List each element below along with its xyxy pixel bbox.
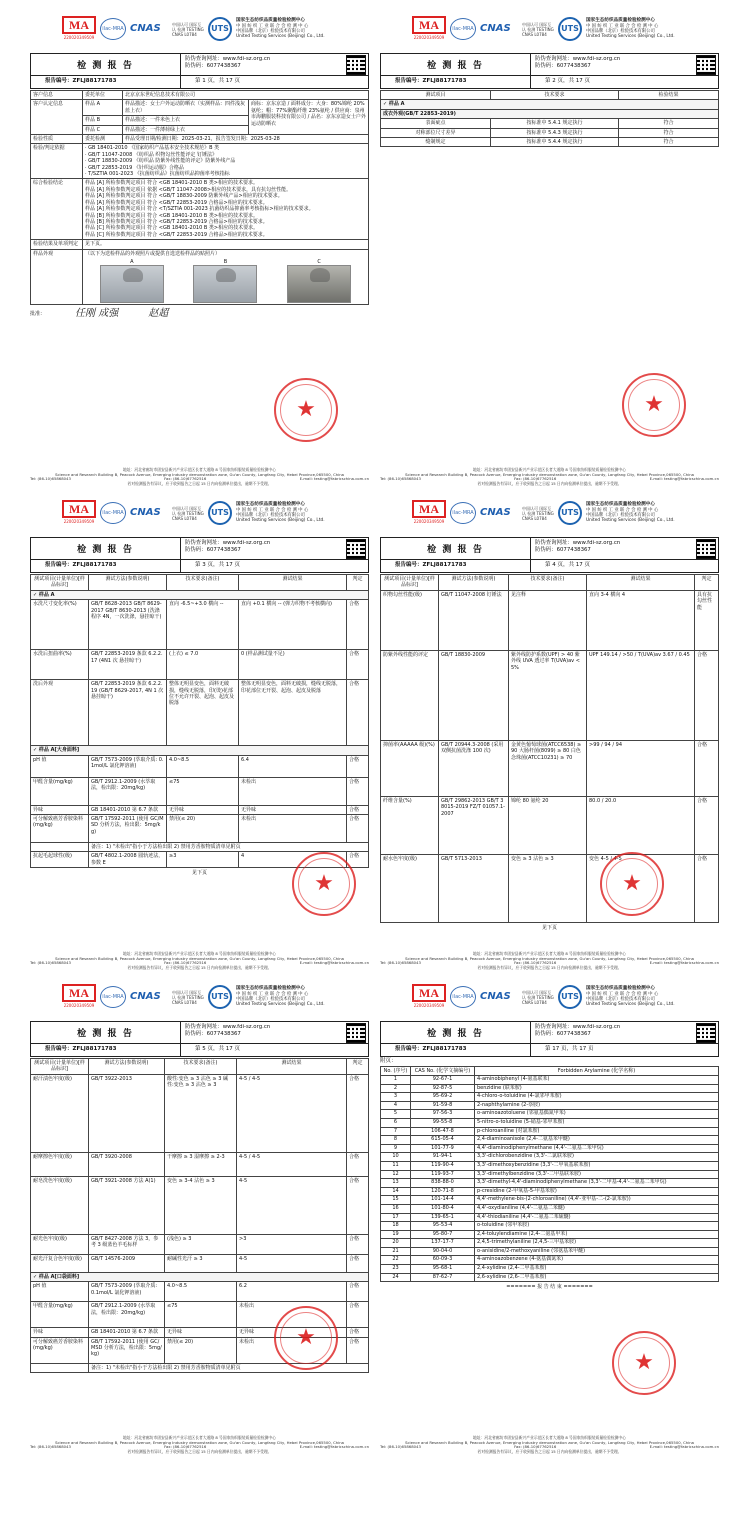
table-row: 22 60-09-3 4-aminoazobenzene (4-氨基偶氮苯) bbox=[381, 1256, 719, 1265]
table-row: 6 99-55-8 5-nitro-o-toluidine (5-硝基-邻甲苯胺) bbox=[381, 1118, 719, 1127]
cnas-logo: CNAS bbox=[130, 507, 161, 518]
table-row: 14 120-71-8 p-cresidine (2-甲氧基-5-甲基苯胺) bbox=[381, 1187, 719, 1196]
report-number: 报告编号：ZFLJ88171783 bbox=[31, 76, 181, 88]
signature-2: 赵超 bbox=[148, 308, 169, 320]
table-row: pH 值 GB/T 7573-2009 (萃取介质: 0.1mol/L 氯化钾溶液) 4.0~8.5 6.4 合格 bbox=[31, 755, 369, 777]
page-footer: 地址：河北省廊坊市固安县新兴产业示范区长者大道路 8 号国家纺织服装质量检验检测中心 Science and Research Building B, Peacock Avenue, Emerging Industry demonstration zone, Gu'an County, Langfang City, Hebei Province,065500, China Tel: (86-10)65868043 Fax: (86-10)67762516 E-mail: testing@fabricschina.com.cn 若对检测报告有异议，应于收到报告之日起 15 日内向检测单位提出，逾期不予受理。 bbox=[380, 466, 719, 487]
header-logos bbox=[412, 496, 712, 530]
test-results-table: 测试项目(计量单位)[样品标识] 测试方法(参数说明) 技术要求(备注) 测试结果 判定 ✓ 样品 A 水洗尺寸变化率(%) GB/T 8628-2013 GB/T 8629-2017 GB/T 8630-2013 (洗涤程序 4N，一次洗涤，悬挂晾干) 直向 -6.5~+3.0 横向 -- 直向 +0.1 横向 -- (弹力织物不考核横向) 合格 水洗后扭曲率(%) GB/T 22853-2019 条款 6.2.2.17 (4N1 次 悬挂晾干) (上衣) ≤ 7.0 0 (样品测试量不足) 合格 洗后外观 GB/T 22853-2019 条款 6.2.2.19 (GB/T 8629-2017, 4N 1 次 悬挂晾干) 整体无明显变色，面料无破损，缝线无脱落，印(烫)花部位不允许开裂、起泡、起皮及脱落 整体无明显变色，面料无破损，缝线无脱落，印花部位无开裂、起泡、起皮及脱落 合格 ✓ 样品 A[大身面料] pH 值 GB/T 7573-2009 (萃取介质: 0.1mol/L 氯化钾溶液) 4.0~8.5 6.4 合格 甲醛含量(mg/kg) GB/T 2912.1-2009 (水萃取法，检出限：20mg/kg) ≤75 未检出 合格 异味 GB 18401-2010 第 6.7 条款 无异味 无异味 合格 可分解致癌芳香胺染料(mg/kg) GB/T 17592-2011 (使用 GC/MSD 分析方法，检出限：5mg/kg) 禁用(≤ 20) 未检出 合格 备注：1) "未检出"指小于方法检出限 2) 禁用芳香胺物质清单见附页 抗起毛起球性(级) GB/T 4802.1-2008 圆轨迹法，参数 E ≥3 4 合格 bbox=[30, 574, 369, 868]
company-seal: ★ bbox=[274, 1306, 338, 1370]
cnas-subtitle: 中国认可 国际互认 检测 TESTING CNAS L0784 bbox=[172, 505, 204, 521]
table-row: 可分解致癌芳香胺染料(mg/kg) GB/T 17592-2011 (使用 GC/MSD 分析方法，检出限：5mg/kg) 禁用(≤ 20) 未检出 合格 bbox=[31, 1337, 369, 1363]
page4-body: 测试项目(计量单位)[样品标识] 测试方法(参数说明) 技术要求(备注) 测试结果 判定 织物勾丝性能(级) GB/T 11047-2008 钉锤法 见注释 直向 3-4 横向 4 具有抗勾丝性能 防紫外线性能的评定 GB/T 18830-2009 紫外线防护系数(UPF) > 40 紫外线 UVA 透过率 T(UVA)av < 5% UPF 149.14 / >50 / T(UVA)av 3.67 / 0.45 合格 抑菌率(AAAAA 级)(%) GB/T 20944.3-2008 (采用双侧抗菌洗涤 100 次) 金黄色葡萄球菌(ATCC6538) ≥ 90 大肠杆菌(8099) ≥ 80 白色念珠菌(ATCC10231) ≥ 70 >99 / 94 / 94 合格 纤维含量(%) GB/T 29862-2013 GB/T 38015-2019 FZ/T 01057.1-2007 锦纶 80 氨纶 20 80.0 / 20.0 合格 耐水色牢度(级) GB/T 5713-2013 变色 ≥ 3 沾色 ≥ 3 变色 4-5 / 4-5 合格 见下页 bbox=[380, 574, 719, 931]
report-number: 报告编号：ZFLJ88171783 bbox=[381, 560, 531, 572]
table-row: 抑菌率(AAAAA 级)(%) GB/T 20944.3-2008 (采用双侧抗菌洗涤 100 次) 金黄色葡萄球菌(ATCC6538) ≥ 90 大肠杆菌(8099) ≥ 80 白色念珠菌(ATCC10231) ≥ 70 >99 / 94 / 94 合格 bbox=[381, 740, 719, 796]
cnas-subtitle: 中国认可 国际互认 检测 TESTING CNAS L0784 bbox=[172, 989, 204, 1005]
qr-code-icon bbox=[346, 1023, 366, 1043]
table-row: 18 95-53-4 o-toluidine (邻甲苯胺) bbox=[381, 1222, 719, 1231]
report-page-1 bbox=[22, 8, 377, 493]
page-footer: 地址：河北省廊坊市固安县新兴产业示范区长者大道路 8 号国家纺织服装质量检验检测中心 Science and Research Building B, Peacock Avenue, Emerging Industry demonstration zone, Gu'an County, Langfang City, Hebei Province,065500, China Tel: (86-10)65868043 Fax: (86-10)67762516 E-mail: testing@fabricschina.com.cn 若对检测报告有异议，应于收到报告之日起 15 日内向检测单位提出，逾期不予受理。 bbox=[380, 1434, 719, 1455]
cnas-logo: CNAS bbox=[480, 23, 511, 34]
table-row: 1 92-67-1 4-aminobiphenyl (4-氨基联苯) bbox=[381, 1076, 719, 1085]
cnas-subtitle: 中国认可 国际互认 检测 TESTING CNAS L0784 bbox=[522, 989, 554, 1005]
verify-url: 防伪查询网址：www.fdi-sz.org.cn bbox=[185, 56, 271, 62]
page2-body bbox=[380, 90, 719, 147]
sample-photo-a bbox=[100, 265, 164, 303]
sample-photos: A B C bbox=[85, 259, 366, 303]
ma-logo: MA 220020349509 bbox=[413, 18, 445, 40]
table-row: 甲醛含量(mg/kg) GB/T 2912.1-2009 (水萃取法，检出限：20mg/kg) ≤75 未检出 合格 bbox=[31, 1302, 369, 1328]
table-row: 织物勾丝性能(级) GB/T 11047-2008 钉锤法 见注释 直向 3-4 横向 4 具有抗勾丝性能 bbox=[381, 590, 719, 650]
ma-logo: MA 220020349509 bbox=[413, 986, 445, 1008]
ma-logo: MA 220020349509 bbox=[63, 18, 95, 40]
uts-logo: UTS bbox=[208, 501, 232, 525]
report-header: 检 测 报 告 防伪查询网址：www.fdi-sz.org.cn 防伪码：6077438367 报告编号：ZFLJ88171783 第 3 页，共 17 页 bbox=[30, 537, 369, 573]
report-page-17 bbox=[372, 976, 727, 1461]
report-number: 报告编号：ZFLJ88171783 bbox=[381, 1044, 531, 1056]
table-row: 抗起毛起球性(级) GB/T 4802.1-2008 圆轨迹法，参数 E ≥3 4 合格 bbox=[31, 852, 369, 868]
report-page-3 bbox=[22, 492, 377, 977]
table-row: 洗后外观 GB/T 22853-2019 条款 6.2.2.19 (GB/T 8629-2017, 4N 1 次 悬挂晾干) 整体无明显变色，面料无破损，缝线无脱落，印(烫)花部位不允许开裂、起泡、起皮及脱落 整体无明显变色，面料无破损，缝线无脱落，印花部位无开裂、起泡、起皮及脱落 合格 bbox=[31, 680, 369, 746]
client-info-table: 客户信息 委托单位 北京京东世纪信息技术有限公司 客户认定信息 样品 A 样品描述：女士户外运动防晒衣（实测样品：四件浅灰蓝上衣） 商标：京东京造 / 面料成分：大身：80%锦纶 20%氨纶；帽：77%聚酯纤维 23%氨纶 / 供应商：泉州市海鹏服装科技有限公司 / 品名：京东京造女士户外运动防晒衣 样品 B 样品描述：一件米色上衣 样品 C 样品描述：一件薄荷绿上衣 检验性质 委托检测 样品受理日期/检测日期：2025-03-21，报告签发日期：2025-03-28 检验/判定依据 · GB 18401-2010 《国家纺织产品基本安全技术规范》B 类 · GB/T 11047-2008 《纺织品 织物勾丝性能评定 钉锤法》 · GB/T 18830-2009 《纺织品 防紫外线性能的评定》防紫外线产品 · GB/T 22853-2019 《针织运动服》合格品 · T/SZTIA 001-2023 《抗菌纺织品》抗菌纺织品抑菌率考核指标 综合检验结论 样品 [A] 所检参数判定项目 符合 <GB 18401-2010 B 类>相应的技术要求。 样品 [A] 所检参数判定项目 依据 <GB/T 11047-2008>相应的技术要求，具有抗勾丝性能。 样品 [A] 所检参数判定项目 符合 <GB/T 18830-2009 防紫外线产品>相应的技术要求。 样品 [A] 所检参数判定项目 符合 <GB/T 22853-2019 合格品>相应的技术要求。 样品 [A] 所检参数判定项目 符合 <T/SZTIA 001-2023 抗菌纺织品抑菌率考核指标>相应的技术要求。 样品 [B] 所检参数判定项目 符合 <GB 18401-2010 B 类>相应的技术要求。 样品 [B] 所检参数判定项目 符合 <GB/T 22853-2019 合格品>相应的技术要求。 样品 [C] 所检参数判定项目 符合 <GB 18401-2010 B 类>相应的技术要求。 样品 [C] 所检参数判定项目 符合 <GB/T 22853-2019 合格品>相应的技术要求。 检验结果及单项判定 见下页。 样品外观 （以下为送检样品的外观照片或提供自选送检样品的贴照片） A B C bbox=[30, 90, 369, 305]
header-logos bbox=[62, 496, 362, 530]
ma-logo: MA 220020349509 bbox=[63, 502, 95, 524]
appendix-title: 附页： bbox=[380, 1058, 397, 1064]
table-row: 3 95-69-2 4-chloro-o-toluidine (4-氯邻甲苯胺) bbox=[381, 1093, 719, 1102]
page3-body: 测试项目(计量单位)[样品标识] 测试方法(参数说明) 技术要求(备注) 测试结果 判定 ✓ 样品 A 水洗尺寸变化率(%) GB/T 8628-2013 GB/T 8629-2017 GB/T 8630-2013 (洗涤程序 4N，一次洗涤，悬挂晾干) 直向 -6.5~+3.0 横向 -- 直向 +0.1 横向 -- (弹力织物不考核横向) 合格 水洗后扭曲率(%) GB/T 22853-2019 条款 6.2.2.17 (4N1 次 悬挂晾干) (上衣) ≤ 7.0 0 (样品测试量不足) 合格 洗后外观 GB/T 22853-2019 条款 6.2.2.19 (GB/T 8629-2017, 4N 1 次 悬挂晾干) 整体无明显变色，面料无破损，缝线无脱落，印(烫)花部位不允许开裂、起泡、起皮及脱落 整体无明显变色，面料无破损，缝线无脱落，印花部位无开裂、起泡、起皮及脱落 合格 ✓ 样品 A[大身面料] pH 值 GB/T 7573-2009 (萃取介质: 0.1mol/L 氯化钾溶液) 4.0~8.5 6.4 合格 甲醛含量(mg/kg) GB/T 2912.1-2009 (水萃取法，检出限：20mg/kg) ≤75 未检出 合格 异味 GB 18401-2010 第 6.7 条款 无异味 无异味 合格 可分解致癌芳香胺染料(mg/kg) GB/T 17592-2011 (使用 GC/MSD 分析方法，检出限：5mg/kg) 禁用(≤ 20) 未检出 合格 备注：1) "未检出"指小于方法检出限 2) 禁用芳香胺物质清单见附页 抗起毛起球性(级) GB/T 4802.1-2008 圆轨迹法，参数 E ≥3 4 合格 见下页 bbox=[30, 574, 369, 877]
header-logos bbox=[62, 12, 362, 46]
org-name: 国家生态纺织品质量检验检测中心 中 国 纺 织 工 业 联 合 会 检 测 中 心 中国品牌（北京）检验技术有限公司 United Testing Services (Beijing) Co., Ltd. bbox=[586, 502, 675, 524]
cnas-subtitle: 中国认可 国际互认 检测 TESTING CNAS L0784 bbox=[172, 21, 204, 37]
cnas-logo: CNAS bbox=[480, 991, 511, 1002]
company-seal: ★ bbox=[612, 1331, 676, 1395]
test-results-table: 测试项目(计量单位)[样品标识] 测试方法(参数说明) 技术要求(备注) 测试结果 判定 耐汗渍色牢度(级) GB/T 3922-2013 酸性:变色 ≥ 3 沾色 ≥ 3 碱性:变色 ≥ 3 沾色 ≥ 3 4-5 / 4-5 合格 耐摩擦色牢度(级) GB/T 3920-2008 干摩擦 ≥ 3 湿摩擦 ≥ 2-3 4-5 / 4-5 合格 耐皂洗色牢度(级) GB/T 3921-2008 方法 A(1) 变色 ≥ 3-4 沾色 ≥ 3 4-5 合格 耐光色牢度(级) GB/T 8427-2008 方法 3，参考 3 级蓝色羊毛标样 (浅色) ≥ 3 >3 合格 耐光汗复合色牢度(级) GB/T 14576-2009 耐碱性光汗 ≥ 3 4-5 合格 ✓ 样品 A[口袋面料] pH 值 GB/T 7573-2009 (萃取介质: 0.1mol/L 氯化钾溶液) 4.0~8.5 6.2 合格 甲醛含量(mg/kg) GB/T 2912.1-2009 (水萃取法，检出限：20mg/kg) ≤75 未检出 合格 异味 GB 18401-2010 第 6.7 条款 无异味 无异味 合格 可分解致癌芳香胺染料(mg/kg) GB/T 17592-2011 (使用 GC/MSD 分析方法，检出限：5mg/kg) 禁用(≤ 20) 未检出 合格 备注：1) "未检出"指小于方法检出限 2) 禁用芳香胺物质清单见附页 bbox=[30, 1058, 369, 1373]
table-row: 表面疵点 按标准中 5.4.1 规定执行 符合 bbox=[381, 119, 719, 128]
table-row: 15 101-14-4 4,4'-methylene-bis-(2-chloroaniline) (4,4'-亚甲基-二-(2-氯苯胺)) bbox=[381, 1196, 719, 1205]
ilac-logo: ilac-MRA bbox=[450, 986, 476, 1008]
table-row: 24 87-62-7 2,6-xylidine (2,6-二甲基苯胺) bbox=[381, 1273, 719, 1282]
qr-code-icon bbox=[346, 55, 366, 75]
sample-photo-b bbox=[193, 265, 257, 303]
sample-side-info: 商标：京东京造 / 面料成分：大身：80%锦纶 20%氨纶；帽：77%聚酯纤维 23%氨纶 / 供应商：泉州市海鹏服装科技有限公司 / 品名：京东京造女士户外运动防晒衣 bbox=[248, 100, 368, 135]
table-row: 9 101-77-9 4,4'-diaminodiphenylmethane (4,4'-二氨基二苯甲烷) bbox=[381, 1144, 719, 1153]
table-row: 水洗尺寸变化率(%) GB/T 8628-2013 GB/T 8629-2017 GB/T 8630-2013 (洗涤程序 4N，一次洗涤，悬挂晾干) 直向 -6.5~+3.0 横向 -- 直向 +0.1 横向 -- (弹力织物不考核横向) 合格 bbox=[31, 600, 369, 650]
page-number: 第 5 页，共 17 页 bbox=[195, 1046, 240, 1052]
report-header: 检 测 报 告 防伪查询网址：www.fdi-sz.org.cn 防伪码：6077438367 报告编号：ZFLJ88171783 第 2 页，共 17 页 bbox=[380, 53, 719, 89]
ma-logo: MA 220020349509 bbox=[63, 986, 95, 1008]
page-number: 第 17 页，共 17 页 bbox=[545, 1046, 594, 1052]
table-row: 8 615-05-4 2,4-diaminoanisole (2,4-二氨基苯甲醚) bbox=[381, 1136, 719, 1145]
uts-logo: UTS bbox=[558, 985, 582, 1009]
report-header: 检 测 报 告 防伪查询网址：www.fdi-sz.org.cn 防伪码：6077438367 报告编号：ZFLJ88171783 第 17 页，共 17 页 bbox=[380, 1021, 719, 1057]
qr-code-icon bbox=[696, 1023, 716, 1043]
test-results-table: 测试项目(计量单位)[样品标识] 测试方法(参数说明) 技术要求(备注) 测试结果 判定 织物勾丝性能(级) GB/T 11047-2008 钉锤法 见注释 直向 3-4 横向 4 具有抗勾丝性能 防紫外线性能的评定 GB/T 18830-2009 紫外线防护系数(UPF) > 40 紫外线 UVA 透过率 T(UVA)av < 5% UPF 149.14 / >50 / T(UVA)av 3.67 / 0.45 合格 抑菌率(AAAAA 级)(%) GB/T 20944.3-2008 (采用双侧抗菌洗涤 100 次) 金黄色葡萄球菌(ATCC6538) ≥ 90 大肠杆菌(8099) ≥ 80 白色念珠菌(ATCC10231) ≥ 70 >99 / 94 / 94 合格 纤维含量(%) GB/T 29862-2013 GB/T 38015-2019 FZ/T 01057.1-2007 锦纶 80 氨纶 20 80.0 / 20.0 合格 耐水色牢度(级) GB/T 5713-2013 变色 ≥ 3 沾色 ≥ 3 变色 4-5 / 4-5 合格 bbox=[380, 574, 719, 923]
header-logos bbox=[412, 980, 712, 1014]
report-title: 检 测 报 告 bbox=[31, 538, 181, 559]
table-row: 耐汗渍色牢度(级) GB/T 3922-2013 酸性:变色 ≥ 3 沾色 ≥ 3 碱性:变色 ≥ 3 沾色 ≥ 3 4-5 / 4-5 合格 bbox=[31, 1074, 369, 1152]
ma-logo: MA 220020349509 bbox=[413, 502, 445, 524]
company-seal: ★ bbox=[292, 852, 356, 916]
table-row: 异味 GB 18401-2010 第 6.7 条款 无异味 无异味 合格 bbox=[31, 1328, 369, 1337]
table-row: 2 92-87-5 benzidine (联苯胺) bbox=[381, 1084, 719, 1093]
org-name: 国家生态纺织品质量检验检测中心 中 国 纺 织 工 业 联 合 会 检 测 中 心 中国品牌（北京）检验技术有限公司 United Testing Services (Beijing) Co., Ltd. bbox=[236, 502, 325, 524]
report-title: 检 测 报 告 bbox=[31, 1022, 181, 1043]
report-number: 报告编号：ZFLJ88171783 bbox=[381, 76, 531, 88]
table-row: 23 95-68-1 2,4-xylidine (2,4-二甲基苯胺) bbox=[381, 1265, 719, 1274]
table-row: 10 91-94-1 3,3'-dichlorobenzidine (3,3'-二氯联苯胺) bbox=[381, 1153, 719, 1162]
table-row: 异味 GB 18401-2010 第 6.7 条款 无异味 无异味 合格 bbox=[31, 805, 369, 814]
company-seal: ★ bbox=[600, 852, 664, 916]
uts-logo: UTS bbox=[558, 17, 582, 41]
company-seal: ★ bbox=[622, 373, 686, 437]
ilac-logo: ilac-MRA bbox=[450, 18, 476, 40]
company-seal: ★ bbox=[274, 378, 338, 442]
table-row: 可分解致癌芳香胺染料(mg/kg) GB/T 17592-2011 (使用 GC/MSD 分析方法，检出限：5mg/kg) 禁用(≤ 20) 未检出 合格 bbox=[31, 815, 369, 843]
uts-logo: UTS bbox=[208, 985, 232, 1009]
report-number: 报告编号：ZFLJ88171783 bbox=[31, 1044, 181, 1056]
table-row: 11 119-90-4 3,3'-dimethoxybenzidine (3,3'-二甲氧基联苯胺) bbox=[381, 1161, 719, 1170]
cnas-logo: CNAS bbox=[130, 23, 161, 34]
table-row: 7 106-47-8 p-chloroaniline (对氯苯胺) bbox=[381, 1127, 719, 1136]
table-row: 纤维含量(%) GB/T 29862-2013 GB/T 38015-2019 FZ/T 01057.1-2007 锦纶 80 氨纶 20 80.0 / 20.0 合格 bbox=[381, 796, 719, 854]
table-row: 水洗后扭曲率(%) GB/T 22853-2019 条款 6.2.2.17 (4N1 次 悬挂晾干) (上衣) ≤ 7.0 0 (样品测试量不足) 合格 bbox=[31, 650, 369, 680]
table-row: 对称部位尺寸差异 按标准中 5.4.3 规定执行 符合 bbox=[381, 128, 719, 137]
table-row: 16 101-80-4 4,4'-oxydianiline (4,4'-二氨基二苯醚) bbox=[381, 1204, 719, 1213]
table-row: 20 137-17-7 2,4,5-trimethylaniline (2,4,5-三甲基苯胺) bbox=[381, 1239, 719, 1248]
ilac-logo: ilac-MRA bbox=[100, 502, 126, 524]
arylamine-table: No. (序号) CAS No. (化学文摘编号) Forbidden Arylamine (化学名称) 1 92-67-1 4-aminobiphenyl (4-氨基联苯) 2 92-87-5 benzidine (联苯胺) 3 95-69-2 4-chloro-o-toluidine (4-氯邻甲苯胺) 4 91-59-8 2-naphthylamine (2-萘胺) 5 97-56-3 o-aminoazotoluene (邻氨基偶氮甲苯) 6 99-55-8 5-nitro-o-toluidine (5-硝基-邻甲苯胺) 7 106-47-8 p-chloroaniline (对氯苯胺) 8 615-05-4 2,4-diaminoanisole (2,4-二氨基苯甲醚) 9 101-77-9 4,4'-diaminodiphenylmethane (4,4'-二氨基二苯甲烷) 10 91-94-1 3,3'-dichlorobenzidine (3,3'-二氯联苯胺) 11 119-90-4 3,3'-dimethoxybenzidine (3,3'-二甲氧基联苯胺) 12 119-93-7 3,3'-dimethylbenzidine (3,3'-二甲基联苯胺) 13 838-88-0 3,3'-dimethyl-4,4'-diaminodiphenylmethane (3,3'-二甲基-4,4'-二氨基二苯甲烷) 14 120-71-8 p-cresidine (2-甲氧基-5-甲基苯胺) 15 101-14-4 4,4'-methylene-bis-(2-chloroaniline) (4,4'-亚甲基-二-(2-氯苯胺)) 16 101-80-4 4,4'-oxydianiline (4,4'-二氨基二苯醚) 17 139-65-1 4,4'-thiodianiline (4,4'-二氨基二苯硫醚) 18 95-53-4 o-toluidine (邻甲苯胺) 19 95-80-7 2,4-toluylendiamine (2,4-二氨基甲苯) 20 137-17-7 2,4,5-trimethylaniline (2,4,5-三甲基苯胺) 21 90-04-0 o-anisidine/2-methoxyaniline (邻氨基苯甲醚) 22 60-09-3 4-aminoazobenzene (4-氨基偶氮苯) 23 95-68-1 2,4-xylidine (2,4-二甲基苯胺) 24 87-62-7 2,6-xylidine (2,6-二甲基苯胺) bbox=[380, 1066, 719, 1283]
org-name: 国家生态纺织品质量检验检测中心 中 国 纺 织 工 业 联 合 会 检 测 中 心 中国品牌（北京）检验技术有限公司 United Testing Services (Beijing) Co., Ltd. bbox=[236, 986, 325, 1008]
table-row: 12 119-93-7 3,3'-dimethylbenzidine (3,3'-二甲基联苯胺) bbox=[381, 1170, 719, 1179]
table-row: 13 838-88-0 3,3'-dimethyl-4,4'-diaminodiphenylmethane (3,3'-二甲基-4,4'-二氨基二苯甲烷) bbox=[381, 1179, 719, 1188]
page-footer: 地址：河北省廊坊市固安县新兴产业示范区长者大道路 8 号国家纺织服装质量检验检测中心 Science and Research Building B, Peacock Avenue, Emerging Industry demonstration zone, Gu'an County, Langfang City, Hebei Province,065500, China Tel: (86-10)65868043 Fax: (86-10)67762516 E-mail: testing@fabricschina.com.cn 若对检测报告有异议，应于收到报告之日起 15 日内向检测单位提出，逾期不予受理。 bbox=[30, 466, 369, 487]
report-number: 报告编号：ZFLJ88171783 bbox=[31, 560, 181, 572]
report-title: 检 测 报 告 bbox=[31, 54, 181, 75]
ilac-logo: ilac-MRA bbox=[100, 18, 126, 40]
qr-code-icon bbox=[696, 539, 716, 559]
verify-code: 防伪码：6077438367 bbox=[185, 63, 241, 69]
table-row: 17 139-65-1 4,4'-thiodianiline (4,4'-二氨基二苯硫醚) bbox=[381, 1213, 719, 1222]
table-row: pH 值 GB/T 7573-2009 (萃取介质: 0.1mol/L 氯化钾溶液) 4.0~8.5 6.2 合格 bbox=[31, 1282, 369, 1302]
org-name: 国家生态纺织品质量检验检测中心 中 国 纺 织 工 业 联 合 会 检 测 中 心 中国品牌（北京）检验技术有限公司 United Testing Services (Beijing) Co., Ltd. bbox=[586, 18, 675, 40]
table-row: 耐皂洗色牢度(级) GB/T 3921-2008 方法 A(1) 变色 ≥ 3-4 沾色 ≥ 3 4-5 合格 bbox=[31, 1176, 369, 1234]
ilac-logo: ilac-MRA bbox=[450, 502, 476, 524]
table-row: 缝制规定 按标准中 5.4.4 规定执行 符合 bbox=[381, 138, 719, 147]
table-row: 耐摩擦色牢度(级) GB/T 3920-2008 干摩擦 ≥ 3 湿摩擦 ≥ 2-3 4-5 / 4-5 合格 bbox=[31, 1152, 369, 1176]
page-number: 第 3 页，共 17 页 bbox=[195, 562, 240, 568]
cnas-subtitle: 中国认可 国际互认 检测 TESTING CNAS L0784 bbox=[522, 21, 554, 37]
page17-body bbox=[380, 1058, 719, 1291]
appearance-table: 测试项目 技术要求 检验结果 ✓ 样品 A 成衣外观(GB/T 22853-2019) 表面疵点 按标准中 5.4.1 规定执行 符合 对称部位尺寸差异 按标准中 5.4.3 规定执行 符合 缝制规定 按标准中 5.4.4 规定执行 符合 bbox=[380, 90, 719, 147]
table-row: 19 95-80-7 2,4-toluylendiamine (2,4-二氨基甲苯) bbox=[381, 1230, 719, 1239]
signature-1: 任刚 成强 bbox=[75, 308, 119, 320]
table-row: 耐水色牢度(级) GB/T 5713-2013 变色 ≥ 3 沾色 ≥ 3 变色 4-5 / 4-5 合格 bbox=[381, 854, 719, 922]
report-header bbox=[30, 53, 369, 89]
report-title: 检 测 报 告 bbox=[381, 538, 531, 559]
page-number: 第 4 页，共 17 页 bbox=[545, 562, 590, 568]
report-header: 检 测 报 告 防伪查询网址：www.fdi-sz.org.cn 防伪码：6077438367 报告编号：ZFLJ88171783 第 4 页，共 17 页 bbox=[380, 537, 719, 573]
page-number: 第 1 页，共 17 页 bbox=[195, 78, 240, 84]
ilac-logo: ilac-MRA bbox=[100, 986, 126, 1008]
page-footer: 地址：河北省廊坊市固安县新兴产业示范区长者大道路 8 号国家纺织服装质量检验检测中心 Science and Research Building B, Peacock Avenue, Emerging Industry demonstration zone, Gu'an County, Langfang City, Hebei Province,065500, China Tel: (86-10)65868043 Fax: (86-10)67762516 E-mail: testing@fabricschina.com.cn 若对检测报告有异议，应于收到报告之日起 15 日内向检测单位提出，逾期不予受理。 bbox=[380, 950, 719, 971]
org-name: 国家生态纺织品质量检验检测中心 中 国 纺 织 工 业 联 合 会 检 测 中 心 中国品牌（北京）检验技术有限公司 United Testing Services (Beijing) Co., Ltd. bbox=[586, 986, 675, 1008]
report-title: 检 测 报 告 bbox=[381, 54, 531, 75]
cnas-subtitle: 中国认可 国际互认 检测 TESTING CNAS L0784 bbox=[522, 505, 554, 521]
report-page-5 bbox=[22, 976, 377, 1461]
cnas-logo: CNAS bbox=[130, 991, 161, 1002]
sample-photo-c bbox=[287, 265, 351, 303]
table-row: 耐光汗复合色牢度(级) GB/T 14576-2009 耐碱性光汗 ≥ 3 4-5 合格 bbox=[31, 1254, 369, 1272]
report-page-2 bbox=[372, 8, 727, 493]
table-row: 耐光色牢度(级) GB/T 8427-2008 方法 3，参考 3 级蓝色羊毛标样 (浅色) ≥ 3 >3 合格 bbox=[31, 1234, 369, 1254]
page-number: 第 2 页，共 17 页 bbox=[545, 78, 590, 84]
signature-row: 批准： 任刚 成强 赵超 bbox=[30, 308, 169, 320]
header-logos bbox=[412, 12, 712, 46]
page1-body bbox=[30, 90, 369, 318]
report-page-4 bbox=[372, 492, 727, 977]
table-row: 4 91-59-8 2-naphthylamine (2-萘胺) bbox=[381, 1101, 719, 1110]
header-logos bbox=[62, 980, 362, 1014]
table-row: 防紫外线性能的评定 GB/T 18830-2009 紫外线防护系数(UPF) > 40 紫外线 UVA 透过率 T(UVA)av < 5% UPF 149.14 / >50 / T(UVA)av 3.67 / 0.45 合格 bbox=[381, 650, 719, 740]
table-row: 甲醛含量(mg/kg) GB/T 2912.1-2009 (水萃取法，检出限：20mg/kg) ≤75 未检出 合格 bbox=[31, 777, 369, 805]
page-footer: 地址：河北省廊坊市固安县新兴产业示范区长者大道路 8 号国家纺织服装质量检验检测中心 Science and Research Building B, Peacock Avenue, Emerging Industry demonstration zone, Gu'an County, Langfang City, Hebei Province,065500, China Tel: (86-10)65868043 Fax: (86-10)67762516 E-mail: testing@fabricschina.com.cn 若对检测报告有异议，应于收到报告之日起 15 日内向检测单位提出，逾期不予受理。 bbox=[30, 950, 369, 971]
uts-logo: UTS bbox=[208, 17, 232, 41]
uts-logo: UTS bbox=[558, 501, 582, 525]
report-end: ======= 报 告 结 束 ======= bbox=[506, 1284, 593, 1291]
report-header: 检 测 报 告 防伪查询网址：www.fdi-sz.org.cn 防伪码：6077438367 报告编号：ZFLJ88171783 第 5 页，共 17 页 bbox=[30, 1021, 369, 1057]
page-footer: 地址：河北省廊坊市固安县新兴产业示范区长者大道路 8 号国家纺织服装质量检验检测中心 Science and Research Building B, Peacock Avenue, Emerging Industry demonstration zone, Gu'an County, Langfang City, Hebei Province,065500, China Tel: (86-10)65868043 Fax: (86-10)67762516 E-mail: testing@fabricschina.com.cn 若对检测报告有异议，应于收到报告之日起 15 日内向检测单位提出，逾期不予受理。 bbox=[30, 1434, 369, 1455]
qr-code-icon bbox=[346, 539, 366, 559]
org-name: 国家生态纺织品质量检验检测中心 中 国 纺 织 工 业 联 合 会 检 测 中 心 中国品牌（北京）检验技术有限公司 United Testing Services (Beijing) Co., Ltd. bbox=[236, 18, 325, 40]
report-title: 检 测 报 告 bbox=[381, 1022, 531, 1043]
qr-code-icon bbox=[696, 55, 716, 75]
conclusion-list: 样品 [A] 所检参数判定项目 符合 <GB 18401-2010 B 类>相应的技术要求。 样品 [A] 所检参数判定项目 依据 <GB/T 11047-2008>相应的技术要求，具有抗勾丝性能。 样品 [A] 所检参数判定项目 符合 <GB/T 18830-2009 防紫外线产品>相应的技术要求。 样品 [A] 所检参数判定项目 符合 <GB/T 22853-2019 合格品>相应的技术要求。 样品 [A] 所检参数判定项目 符合 <T/SZTIA 001-2023 抗菌纺织品抑菌率考核指标>相应的技术要求。 样品 [B] 所检参数判定项目 符合 <GB 18401-2010 B 类>相应的技术要求。 样品 [B] 所检参数判定项目 符合 <GB/T 22853-2019 合格品>相应的技术要求。 样品 [C] 所检参数判定项目 符合 <GB 18401-2010 B 类>相应的技术要求。 样品 [C] 所检参数判定项目 符合 <GB/T 22853-2019 合格品>相应的技术要求。 bbox=[83, 179, 369, 240]
cnas-logo: CNAS bbox=[480, 507, 511, 518]
table-row: 5 97-56-3 o-aminoazotoluene (邻氨基偶氮甲苯) bbox=[381, 1110, 719, 1119]
table-row: 21 90-04-0 o-anisidine/2-methoxyaniline (邻氨基苯甲醚) bbox=[381, 1247, 719, 1256]
